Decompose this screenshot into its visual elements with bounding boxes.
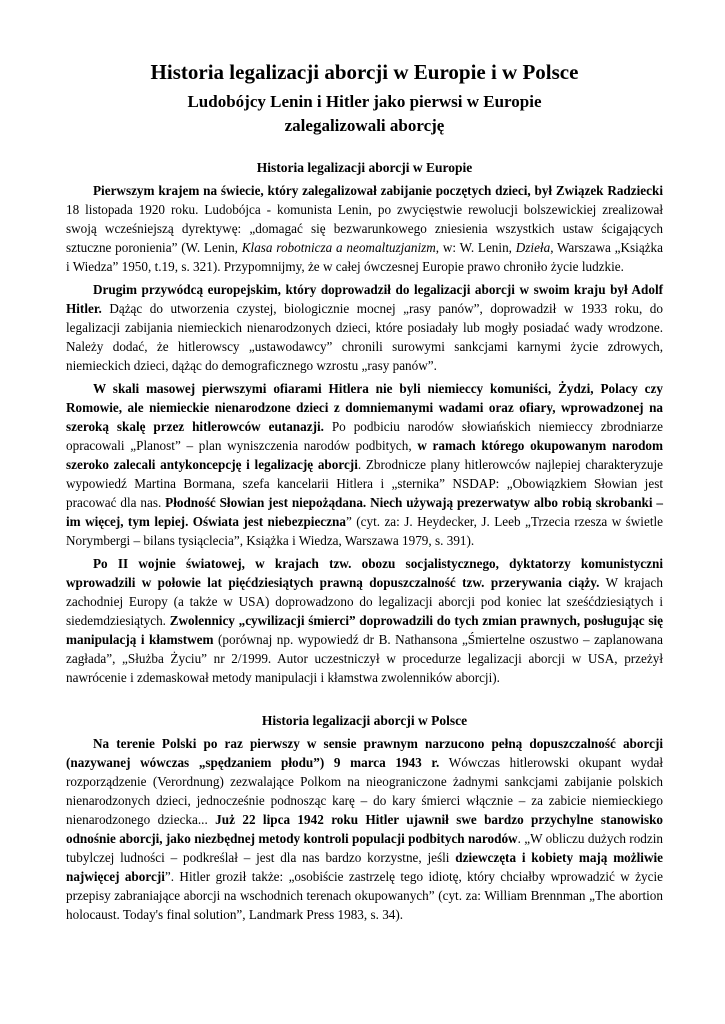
body-text: . Zbrodnicze plany hitlerowców najlepiej charakteryzuje wypowiedź Martina Bormana, szefa kancelarii Hitlera i „sternika” NSDAP: „Obowiązkiem Słowian jest pracować dla nas.: [66, 457, 663, 510]
bold-text: Drugim przywódcą europejskim, który doprowadził do legalizacji aborcji w swoim kraju był Adolf Hitler.: [66, 282, 663, 316]
subtitle-line-2: zalegalizowali aborcję: [284, 116, 445, 135]
body-text: Wówczas hitlerowski okupant wydał rozporządzenie (Verordnung) zezwalające Polkom na nieograniczone żadnymi sankcjami zabijanie polskich nienarodzonych dzieci, jednocześnie podnosząc karę – do kary śmierci włącznie – za zabicie niemieckiego nienarodzonego dziecka...: [66, 755, 663, 827]
section-heading-europe: Historia legalizacji aborcji w Europie: [256, 160, 473, 175]
body-text: 18 listopada 1920 roku. Ludobójca - komunista Lenin, po zwycięstwie rewolucji bolszewickiej zrealizował swoją wcześniejszą dyrektywę: „domagać się bezwarunkowego zniesienia wszystkich ustaw ścigających sztuczne poronienia” (W. Lenin,: [66, 202, 663, 255]
bold-text: Po II wojnie światowej, w krajach tzw. obozu socjalistycznego, dyktatorzy komunistyczni wprowadzili w połowie lat pięćdziesiątych prawną dopuszczalność tzw. przerywania ciąży.: [66, 556, 663, 590]
body-text: . „W obliczu dużych rodzin tubylczej ludności – podkreślał – jest dla nas bardzo korzystne, jeśli: [66, 831, 663, 865]
bold-text: Pierwszym krajem na świecie, który zalegalizował zabijanie poczętych dzieci, był Związek Radziecki: [93, 183, 663, 198]
paragraph-europe-4: [66, 554, 663, 687]
italic-text: Klasa robotnicza a neomaltuzjanizm: [241, 240, 436, 255]
bold-text: W skali masowej pierwszymi ofiarami Hitlera nie byli niemieccy komuniści, Żydzi, Polacy czy Romowie, ale niemieckie nienarodzone dzieci z domniemanymi wadami oraz ofiary, wprowadzonej na szeroką skalę przez hitlerowców eutanazji.: [66, 381, 663, 434]
subtitle-line-1: Ludobójcy Lenin i Hitler jako pierwsi w Europie: [187, 92, 542, 111]
body-text: Po podbiciu narodów słowiańskich niemieccy zbrodniarze opracowali „Planost” – plan wyniszczenia narodów podbitych,: [66, 419, 663, 453]
paragraph-poland-1: [66, 734, 663, 924]
body-text: W krajach zachodniej Europy (a także w USA) doprowadzono do legalizacji aborcji pod koniec lat sześćdziesiątych i siedemdziesiątych.: [66, 575, 663, 628]
body-text: ” (cyt. za: J. Heydecker, J. Leeb „Trzecia rzesza w świetle Norymbergi – bilans tysiąclecia”, Książka i Wiedza, Warszawa 1979, s. 391).: [66, 514, 664, 548]
bold-text: Już 22 lipca 1942 roku Hitler ujawnił swe bardzo przychylne stanowisko odnośnie aborcji, jako niezbędnej metody kontroli populacji podbitych narodów: [66, 812, 664, 846]
bold-text: dziewczęta i kobiety mają możliwie najwięcej aborcji: [66, 850, 663, 884]
body-text: (porównaj np. wypowiedź dr B. Nathansona „Śmiertelne oszustwo – zaplanowana zagłada”, „Służba Życiu” nr 2/1999. Autor uczestniczył w procedurze legalizacji aborcji w USA, przeżył nawrócenie i zdemaskował metody manipulacji i kłamstwa zwolenników aborcji).: [66, 632, 663, 685]
body-text: ”. Hitler groził także: „osobiście zastrzelę tego idiotę, który chciałby wprowadzić w życie przepisy zabraniające aborcji na wschodnich terenach okupowanych” (cyt. za: William Brennman „The abortion holocaust. Today's final solution”, Landmark Press 1983, s. 34).: [66, 869, 663, 922]
paragraph-europe-2: [66, 280, 663, 375]
paragraph-europe-1: [66, 181, 663, 276]
section-heading-poland: Historia legalizacji aborcji w Polsce: [261, 713, 468, 728]
body-text: Dążąc do utworzenia czystej, biologicznie mocnej „rasy panów”, doprowadził w 1933 roku, do legalizacji zabijania niemieckich nienarodzonych dzieci, które posiadały lub mogły posiadać wady wrodzone. Należy dodać, że hitlerowscy „ustawodawcy” chronili surowymi sankcjami karnymi życie zdrowych, niemieckich dzieci, dążąc do demograficznego wzrostu „rasy panów”.: [66, 301, 663, 373]
bold-text: Płodność Słowian jest niepożądana. Niech używają prezerwatyw albo robią skrobanki – im więcej, tym lepiej. Oświata jest niebezpieczna: [66, 495, 663, 529]
body-text: , Warszawa „Książka i Wiedza” 1950, t.19, s. 321). Przypomnijmy, że w całej ówczesnej Europie prawo chroniło życie ludzkie.: [66, 240, 663, 274]
body-text: , w: W. Lenin,: [435, 240, 516, 255]
paragraph-europe-3: [66, 379, 663, 550]
italic-text: Dzieła: [515, 240, 551, 255]
bold-text: Zwolennicy „cywilizacji śmierci” doprowadzili do tych zmian prawnych, posługując się manipulacją i kłamstwem: [66, 613, 664, 647]
bold-text: Na terenie Polski po raz pierwszy w sensie prawnym narzucono pełną dopuszczalność aborcji (nazywanej wówczas „spędzaniem płodu”) 9 marca 1943 r.: [66, 736, 663, 770]
bold-text: w ramach którego okupowanym narodom szeroko zalecali antykoncepcję i legalizację aborcji: [66, 438, 664, 472]
page-title: Historia legalizacji aborcji w Europie i w Polsce: [150, 60, 579, 84]
